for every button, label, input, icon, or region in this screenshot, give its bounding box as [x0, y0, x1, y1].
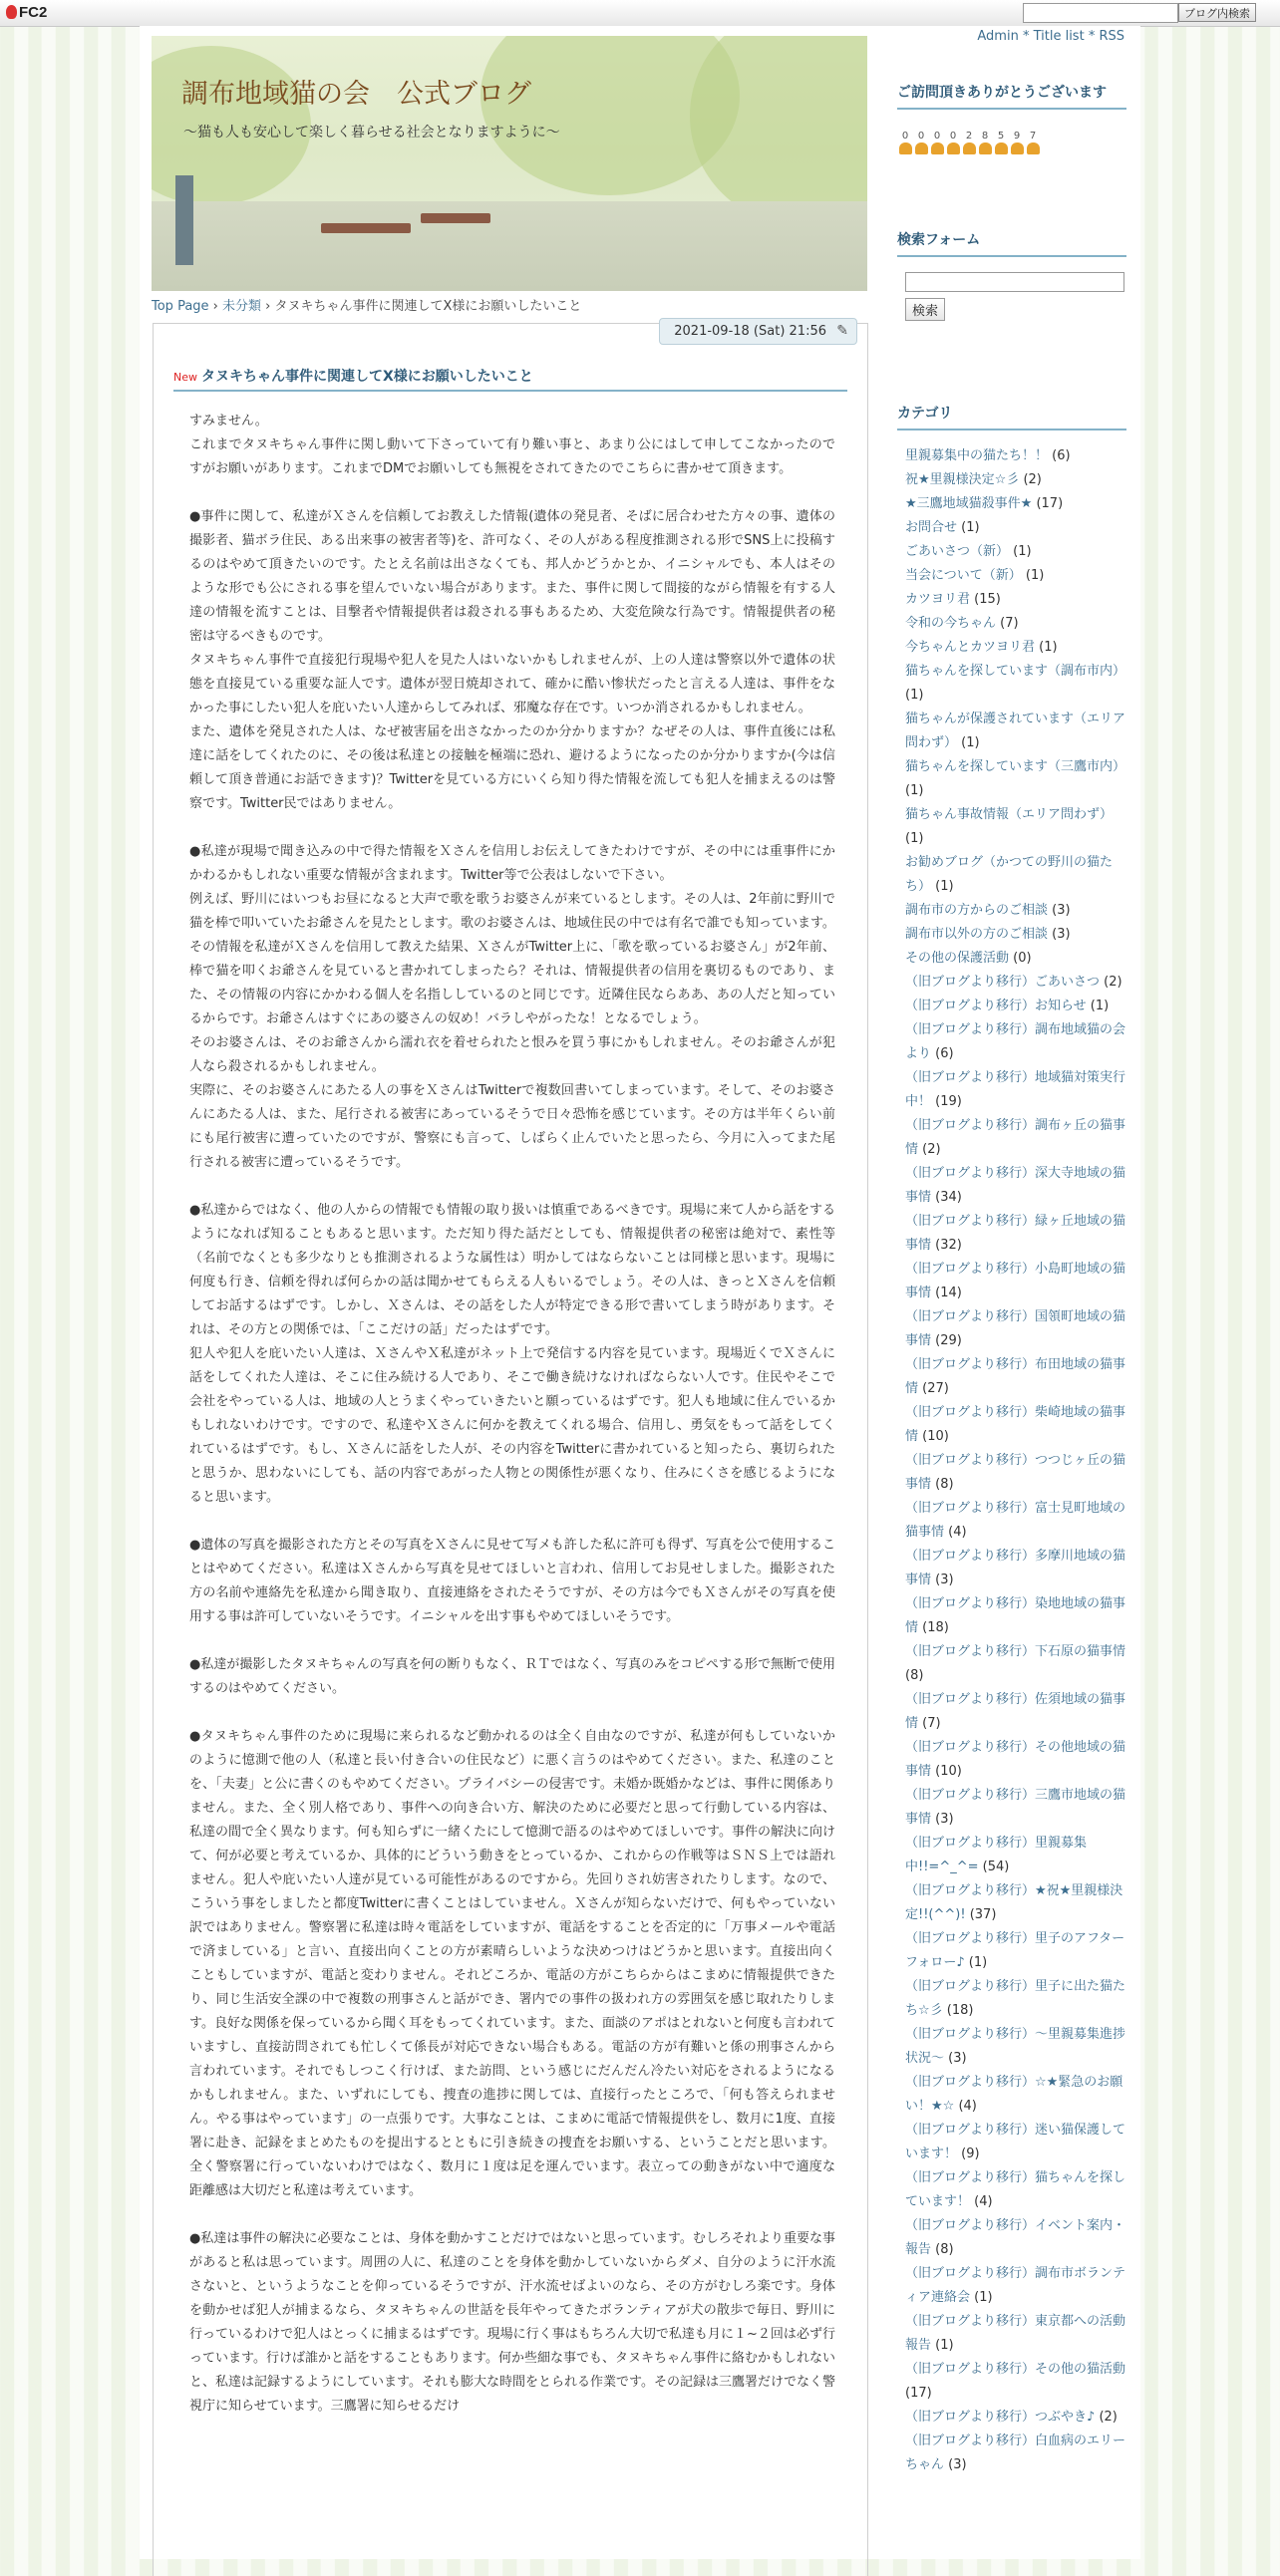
category-link[interactable]: （旧ブログより移行）多摩川地域の猫事情 [905, 1548, 1126, 1587]
category-item [905, 1497, 1126, 1545]
category-count: (3) [935, 1811, 954, 1827]
category-link[interactable]: 猫ちゃん事故情報（エリア問わず） [905, 806, 1114, 822]
counter-digit [913, 131, 929, 154]
category-item [905, 708, 1126, 755]
category-link[interactable]: 調布市以外の方のご相談 [905, 926, 1049, 942]
category-count: (4) [958, 2098, 977, 2114]
search-heading: 検索フォーム [897, 229, 1126, 257]
category-link[interactable]: （旧ブログより移行）調布ヶ丘の猫事情 [905, 1117, 1126, 1157]
category-item [905, 2310, 1126, 2358]
counter-digit [977, 131, 993, 154]
category-item [905, 1258, 1126, 1305]
category-count: (1) [1025, 567, 1045, 583]
category-item [905, 1353, 1126, 1401]
category-link[interactable]: （旧ブログより移行）猫ちゃんを探しています！ [905, 2169, 1126, 2209]
category-count: (3) [1052, 902, 1071, 918]
category-item [905, 803, 1126, 851]
rss-link[interactable]: RSS [1099, 29, 1124, 44]
breadcrumb-category-link[interactable]: 未分類 [222, 299, 262, 314]
category-item [905, 1688, 1126, 1736]
category-count: (10) [922, 1428, 949, 1444]
breadcrumb-top-link[interactable]: Top Page [152, 299, 209, 314]
category-link[interactable]: （旧ブログより移行）東京都への活動報告 [905, 2313, 1126, 2353]
category-count: (34) [935, 1189, 962, 1205]
category-item [905, 660, 1126, 708]
category-count: (37) [969, 1906, 997, 1922]
counter-digit-text: 0 [901, 131, 909, 142]
category-count: (0) [1013, 950, 1032, 966]
category-count: (18) [922, 1619, 949, 1635]
category-count: (1) [935, 878, 954, 894]
category-link[interactable]: （旧ブログより移行）白血病のエリーちゃん [905, 2433, 1126, 2472]
category-count: (18) [946, 2002, 974, 2018]
sidebar [897, 82, 1126, 2477]
category-item [905, 2119, 1126, 2166]
category-list [897, 444, 1126, 2477]
category-link[interactable]: カツヨリ君 [905, 591, 971, 607]
category-link[interactable]: ごあいさつ（新） [905, 543, 1010, 559]
category-count: (6) [1052, 447, 1071, 463]
category-link[interactable]: （旧ブログより移行）その他の猫活動 [905, 2361, 1126, 2377]
entry-paragraph: ●遺体の写真を撮影された方とその写真をＸさんに見せて写メも許した私に許可も得ず、写真を公で使用することはやめてください。私達はＸさんから写真を見せてほしいと言われ、信用してお見せしました。撮影された方の名前や連絡先を私達から聞き取り、直接連絡をされたそうですが、その方は今でもＸさんがその写真を使用する事は許可していないそうです。イニシャルを出す事もやめてほしいそうです。 [189, 1538, 835, 1624]
header-ground [152, 201, 867, 291]
cat-bell-icon [915, 143, 928, 154]
category-count: (3) [1052, 926, 1071, 942]
category-count: (7) [1000, 615, 1019, 631]
category-link[interactable]: （旧ブログより移行）☆★緊急のお願い！★☆ [905, 2074, 1123, 2114]
category-count: (17) [905, 2385, 932, 2401]
category-link[interactable]: 猫ちゃんを探しています（三鷹市内） [905, 758, 1126, 774]
entry-paragraph: すみません。 これまでタヌキちゃん事件に関し動いて下さっていて有り難い事と、あまり公にはして申してこなかったのですがお願いがあります。これまでDMでお願いしても無視をされてきたのでこちらに書かせて頂きます。 [189, 414, 835, 476]
cat-bell-icon [1011, 143, 1024, 154]
category-count: (2) [1099, 2409, 1118, 2425]
category-count: (1) [968, 1954, 988, 1970]
breadcrumb-current: タヌキちゃん事件に関連してX様にお願いしたいこと [274, 299, 582, 314]
category-count: (54) [982, 1859, 1010, 1874]
category-count: (1) [1013, 543, 1032, 559]
category-count: (9) [961, 2146, 980, 2161]
header-post-shape [175, 175, 193, 265]
category-item [905, 971, 1126, 995]
title-list-link[interactable]: Title list [1033, 29, 1085, 44]
category-link[interactable]: お問合せ [905, 519, 958, 535]
category-link[interactable]: （旧ブログより移行）里子のアフターフォロー♪ [905, 1930, 1125, 1970]
category-link[interactable]: 令和の今ちゃん [905, 615, 997, 631]
category-item [905, 2166, 1126, 2214]
sidebar-search-input[interactable] [905, 272, 1124, 292]
entry-paragraph: ●私達が現場で聞き込みの中で得た情報をＸさんを信用しお伝えしてきたわけですが、その中には重事件にかかわるかもしれない重要な情報が含まれます。Twitter等で公表はしないで下さい。 例えば、野川にはいつもお昼になると大声で歌を歌うお婆さんが来ているとします。その人は、2年前に野川で猫を棒で叩いていたお爺さんを見たとします。歌のお婆さんは、地域住民の中では有名で誰でも知っています。 その情報を私達がＸさんを信用して教えた結果、ＸさんがTwitter上に、「歌を歌っているお婆さん」が2年前、棒で猫を叩くお爺さんを見ていると書かれてしまったら？それは、情報提供者の信用を裏切るものであり、また、その情報の内容にかかわる個人を名指ししているのと同じです。近隣住民ならああ、あの人だと知っているからです。お爺さんはすぐにあの婆さんの奴め！バラしやがったな！となるでしょう。 そのお婆さんは、そのお爺さんから濡れ衣を着せられたと恨みを買う事にかもしれません。そのお爺さんが犯人なら殺されるかもしれません。 実際に、そのお婆さんにあたる人の事をＸさんはTwitterで複数回書いてしまっています。そして、そのお婆さんにあたる人は、また、尾行される被害にあっているそうで日々恐怖を感じています。その方は半年くらい前にも尾行被害に遭っていたのですが、警察にも言って、しばらく止んでいたと思ったら、今月に入ってまた尾行される被害に遭っているそうです。 [189, 844, 835, 1170]
category-count: (1) [905, 830, 924, 846]
category-item [905, 1592, 1126, 1640]
category-item [905, 1640, 1126, 1688]
entry-date-text: 2021-09-18 (Sat) 21:56 [674, 324, 826, 339]
category-item [905, 1018, 1126, 1066]
category-count: (1) [1039, 639, 1058, 655]
cat-bell-icon [995, 143, 1008, 154]
category-count: (2) [922, 1141, 941, 1157]
category-item [905, 899, 1126, 923]
sidebar-search-button[interactable]: 検索 [905, 298, 945, 321]
entry-body [189, 410, 835, 2442]
category-item [905, 1832, 1126, 1879]
counter-digit-text: 5 [997, 131, 1005, 142]
category-link[interactable]: （旧ブログより移行）★祝★里親様決定!!(^^)! [905, 1882, 1123, 1922]
fc2-logo[interactable] [6, 4, 47, 21]
category-count: (1) [905, 782, 924, 798]
counter-digit-text: 8 [981, 131, 989, 142]
category-item [905, 1736, 1126, 1784]
category-item [905, 995, 1126, 1018]
category-item [905, 2262, 1126, 2310]
category-item [905, 2430, 1126, 2477]
blog-header[interactable] [152, 36, 867, 291]
category-item [905, 851, 1126, 899]
counter-digit [961, 131, 977, 154]
category-count: (15) [974, 591, 1001, 607]
category-link[interactable]: （旧ブログより移行）調布地域猫の会より [905, 1021, 1126, 1061]
entry-title-text: タヌキちゃん事件に関連してX様にお願いしたいこと [201, 369, 533, 385]
new-badge: New [173, 371, 197, 384]
entry-paragraph: ●事件に関して、私達がＸさんを信頼してお教えした情報(遺体の発見者、そばに居合わせた方々の事、遺体の撮影者、猫ボラ住民、ある出来事の被害者等)を、許可なく、その人がある程度推測される形でSNS上に投稿するのはやめて頂きたいのです。たとえ名前は出さなくても、邦人かどうかとか、イニシャルでも、本人はそのような形でも公にされる事を望んでいない場合があります。また、事件に関して間接的ながら情報を有する人達の情報を流すことは、目撃者や情報提供者は殺される事もあるため、大変危険な行為です。情報提供者の秘密は守るべきものです。 タヌキちゃん事件で直接犯行現場や犯人を見た人はいないかもしれませんが、上の人達は警察以外で遺体の状態を直接見ている重要な証人です。遺体が翌日焼却されて、確かに酷い惨状だったと言える人達は、事件をなかった事にしたい犯人を庇いたい人達からしてみれば、邪魔な存在です。いつか消されるかもしれません。 また、遺体を発見された人は、なぜ被害届を出さなかったのか分かりますか？なぜその人は、事件直後には私達に話をしてくれたのに、その後は私達との接触を極端に恐れ、避けるようになったのか分かりますか(今は信頼して頂き普通にお話できます)？Twitterを見ている方にいくら知り得た情報を流しても犯人を捕まえるのは警察です。Twitter民ではありません。 [189, 509, 835, 811]
category-count: (8) [935, 1476, 954, 1492]
category-link[interactable]: （旧ブログより移行）お知らせ [905, 998, 1087, 1013]
category-item [905, 1449, 1126, 1497]
category-item [905, 612, 1126, 636]
category-item [905, 492, 1126, 516]
entry-paragraph: ●私達は事件の解決に必要なことは、身体を動かすことだけではないと思っています。むしろそれより重要な事があると私は思っています。周囲の人に、私達のことを身体を動かしていないからダメ、自分のように汗水流さないと、というようなことを仰っているそうですが、汗水流せばよいのなら、その方がむしろ楽です。身体を動かせば犯人が捕まるなら、タヌキちゃんの世話を長年やってきたボランティアが犬の散歩で毎日、野川に行っているわけで犯人はとっくに捕まるはずです。現場に行く事はもちろん大切で私達も月に１~２回は必ず行っています。行けば誰かと話をすることもあります。何か些細な事でも、タヌキちゃん事件に絡むかもしれないと、私達は記録するようにしています。それも膨大な時間をとられる作業です。その記録は三鷹署だけでなく警視庁に知らせています。三鷹署に知らせるだけ [189, 2231, 835, 2414]
edit-pencil-icon[interactable]: ✎ [836, 323, 848, 339]
category-link[interactable]: （旧ブログより移行）染地地域の猫事情 [905, 1595, 1126, 1635]
category-link[interactable]: （旧ブログより移行）佐須地域の猫事情 [905, 1691, 1126, 1731]
entry-paragraph: ●私達からではなく、他の人からの情報でも情報の取り扱いは慎重であるべきです。現場に来て人から話をするようになれば知ることもあると思います。ただ知り得た話だとしても、情報提供者の秘密は絶対で、素性等（名前でなくとも多少なりとも推測されるような属性は）明かしてはならないことは同様と思います。現場に何度も行き、信頼を得れば何らかの話は聞かせてもらえる人もいるでしょう。その人は、きっとＸさんを信頼してお話するはずです。しかし、Ｘさんは、その話をした人が特定できる形で書いてしまう時があります。それは、その方との関係では、「ここだけの話」だったはずです。 犯人や犯人を庇いたい人達は、ＸさんやＸ私達がネット上で発信する内容を見ています。現場近くでＸさんに話をしてくれた人達は、そこに住み続ける人であり、そこで働き続けなければならない人です。住民やそこで会社をやっている人は、地域の人とうまくやっていきたいと願っているはずです。犯人も地域に住んでいるかもしれないわけです。ですので、私達やＸさんに何かを教えてくれる場合、信用し、勇気をもって話をしてくれているはずです。もし、Ｘさんに話をした人が、その内容をTwitterに書かれていると知ったら、裏切られたと思うか、思わないにしても、話の内容であがった人物との関係性が悪くなり、住みにくさを感じるようになると思います。 [189, 1203, 835, 1505]
counter-digit [1009, 131, 1025, 154]
category-link[interactable]: （旧ブログより移行）布田地域の猫事情 [905, 1356, 1126, 1396]
category-item [905, 2214, 1126, 2262]
category-link[interactable]: （旧ブログより移行）富士見町地域の猫事情 [905, 1500, 1126, 1540]
category-count: (29) [935, 1332, 962, 1348]
top-links: Admin * Title list * RSS [977, 29, 1124, 44]
category-link[interactable]: （旧ブログより移行）里親募集中!!=^_^= [905, 1835, 1088, 1874]
category-item [905, 1879, 1126, 1927]
counter-digit-text: 2 [965, 131, 973, 142]
category-count: (8) [905, 1667, 924, 1683]
category-link[interactable]: （旧ブログより移行）地域猫対策実行中！ [905, 1069, 1126, 1109]
category-item [905, 2406, 1126, 2430]
category-item [905, 2071, 1126, 2119]
category-item [905, 1210, 1126, 1258]
entry-paragraph: ●私達が撮影したタヌキちゃんの写真を何の断りもなく、ＲＴではなく、写真のみをコピペする形で無断で使用するのはやめてください。 [189, 1657, 835, 1696]
category-count: (1) [935, 2337, 954, 2353]
counter-digit [945, 131, 961, 154]
category-link[interactable]: 当会について（新） [905, 567, 1022, 583]
fc2-logo-text: FC2 [19, 4, 48, 21]
category-link[interactable]: （旧ブログより移行）緑ヶ丘地域の猫事情 [905, 1213, 1126, 1253]
category-link[interactable]: 祝★里親様決定☆彡 [905, 471, 1020, 487]
counter-digit-text: 0 [949, 131, 957, 142]
category-item [905, 947, 1126, 971]
category-item [905, 2023, 1126, 2071]
category-link[interactable]: （旧ブログより移行）国領町地域の猫事情 [905, 1308, 1126, 1348]
category-link[interactable]: （旧ブログより移行）下石原の猫事情 [905, 1643, 1126, 1659]
category-item [905, 1066, 1126, 1114]
category-item [905, 516, 1126, 540]
cat-bell-icon [947, 143, 960, 154]
category-item [905, 755, 1126, 803]
category-item [905, 1975, 1126, 2023]
category-item [905, 1305, 1126, 1353]
entry-title[interactable] [173, 366, 847, 392]
category-count: (14) [935, 1285, 962, 1300]
cat-bell-icon [931, 143, 944, 154]
category-link[interactable]: （旧ブログより移行）深大寺地域の猫事情 [905, 1165, 1126, 1205]
category-count: (17) [1036, 495, 1064, 511]
cat-bell-icon [899, 143, 912, 154]
category-count: (1) [961, 519, 980, 535]
category-link[interactable]: 猫ちゃんを探しています（調布市内） [905, 663, 1126, 679]
category-count: (3) [948, 2050, 967, 2066]
fc2-logo-icon [6, 5, 17, 19]
category-item [905, 1162, 1126, 1210]
category-link[interactable]: （旧ブログより移行）ごあいさつ [905, 974, 1101, 990]
category-link[interactable]: （旧ブログより移行）つつじヶ丘の猫事情 [905, 1452, 1126, 1492]
breadcrumb: Top Page › 未分類 › タヌキちゃん事件に関連してX様にお願いしたいこと [152, 299, 582, 314]
blog-entry [153, 323, 868, 2576]
category-item [905, 564, 1126, 588]
cat-bell-icon [979, 143, 992, 154]
visitor-heading: ご訪問頂きありがとうございます [897, 82, 1126, 110]
entry-paragraph: ●タヌキちゃん事件のために現場に来られるなど動かれるのは全く自由なのですが、私達が何もしていないかのように憶測で他の人（私達と長い付き合いの住民など）に悪く言うのはやめてください。また、私達のことを、「夫妻」と公に書くのもやめてください。プライバシーの侵害です。未婚か既婚かなどは、事件に関係ありません。また、全く別人格であり、事件への向き合い方、解決のために必要だと思って行動している内容は、私達の間で全く異なります。何も知らずに一緒くたにして憶測で語るのはやめてほしいです。事件の解決に向けて、何が必要と考えているか、具体的にどういう動きをとっているか、これからの作戦等はＳＮＳ上では語れません。犯人や庇いたい人達が見ている可能性があるのですから。先回りされ妨害されたりします。なので、こういう事をしましたと都度Twitterに書くことはしていません。Ｘさんが知らないだけで、何もやっていない訳ではありません。警察署に私達は時々電話をしていますが、電話をすることを否定的に「万事メールや電話で済ましている」と言い、直接出向くことの方が素晴らしいような決めつけはどうかと思います。直接出向くこともしていますが、電話と変わりません。それどころか、電話の方がこちらからはこまめに情報提供できたり、同じ生活安全課の中で複数の刑事さんと話ができ、署内での事件の扱われ方の雰囲気を感じ取れたりします。良好な関係を保っているから聞く耳をもってくれています。また、面談のアポはとれないと何度も言われていますし、直接訪問されても忙しくて係長が対応できない場合もある。電話の方が有難いと係の刑事さんから言われています。それでもしつこく行けば、また訪問、という感じにだんだん冷たい対応をされるようになるかもしれません。また、いずれにしても、捜査の進捗に関しては、直接行ったところで、「何も答えられません。やる事はやっています」の一点張りです。大事なことは、こまめに電話で情報提供をし、数月に1度、直接署に赴き、記録をまとめたものを提出するとともに引き続きの捜査をお願いする、ということだと思います。全く警察署に行っていないわけではなく、数月に１度は足を運んでいます。表立っての動きがない中で適度な距離感は大切だと私達は考えています。 [189, 1729, 835, 2198]
category-count: (32) [935, 1237, 962, 1253]
category-count: (1) [974, 2289, 993, 2305]
cat-bell-icon [963, 143, 976, 154]
category-item [905, 1114, 1126, 1162]
category-link[interactable]: （旧ブログより移行）イベント案内・報告 [905, 2217, 1126, 2257]
admin-link[interactable]: Admin [977, 29, 1019, 44]
category-item [905, 1545, 1126, 1592]
category-item [905, 1784, 1126, 1832]
category-count: (2) [1023, 471, 1042, 487]
category-count: (1) [961, 734, 980, 750]
category-link[interactable]: （旧ブログより移行）その他地域の猫事情 [905, 1739, 1126, 1779]
category-link[interactable]: （旧ブログより移行）つぶやき♪ [905, 2409, 1096, 2425]
category-link[interactable]: その他の保護活動 [905, 950, 1010, 966]
category-item [905, 1927, 1126, 1975]
counter-digit-text: 0 [933, 131, 941, 142]
category-link[interactable]: （旧ブログより移行）～里親募集進捗状況～ [905, 2026, 1126, 2066]
category-link[interactable]: （旧ブログより移行）小島町地域の猫事情 [905, 1261, 1126, 1300]
entry-date [659, 318, 857, 345]
category-link[interactable]: （旧ブログより移行）三鷹市地域の猫事情 [905, 1787, 1126, 1827]
category-item [905, 1401, 1126, 1449]
category-count: (3) [948, 2456, 967, 2472]
category-count: (19) [935, 1093, 962, 1109]
fc2-search-button[interactable]: ブログ内検索 [1178, 3, 1256, 22]
page-column [140, 26, 1140, 2559]
category-count: (6) [935, 1045, 954, 1061]
counter-digit [929, 131, 945, 154]
counter-digit [993, 131, 1009, 154]
category-count: (4) [974, 2193, 993, 2209]
category-item [905, 588, 1126, 612]
category-link[interactable]: （旧ブログより移行）里子に出た猫たち☆彡 [905, 1978, 1126, 2018]
category-item [905, 636, 1126, 660]
category-link[interactable]: （旧ブログより移行）柴崎地域の猫事情 [905, 1404, 1126, 1444]
category-link[interactable]: 猫ちゃんが保護されています（エリア問わず） [905, 711, 1126, 750]
category-count: (27) [922, 1380, 949, 1396]
category-item [905, 468, 1126, 492]
counter-digit-text: 9 [1013, 131, 1021, 142]
category-count: (10) [935, 1763, 962, 1779]
category-count: (8) [935, 2241, 954, 2257]
category-count: (7) [922, 1715, 941, 1731]
category-item [905, 444, 1126, 468]
blog-title[interactable]: 調布地域猫の会 公式ブログ [181, 79, 531, 110]
header-bench-shape [321, 223, 411, 233]
category-count: (1) [1090, 998, 1110, 1013]
blog-description: ～猫も人も安心して楽しく暮らせる社会となりますように～ [183, 125, 560, 141]
category-count: (2) [1104, 974, 1122, 990]
visitor-counter [897, 124, 1126, 153]
category-item [905, 540, 1126, 564]
cat-bell-icon [1027, 143, 1040, 154]
counter-digit-text: 0 [917, 131, 925, 142]
header-bench-shape [421, 213, 490, 223]
category-link[interactable]: （旧ブログより移行）調布市ボランティア連絡会 [905, 2265, 1126, 2305]
category-item [905, 923, 1126, 947]
fc2-toolbar [0, 0, 1280, 27]
counter-digit-text: 7 [1029, 131, 1037, 142]
category-link[interactable]: 今ちゃんとカツヨリ君 [905, 639, 1036, 655]
category-count: (4) [948, 1524, 967, 1540]
category-link[interactable]: お勧めブログ（かつての野川の猫たち） [905, 854, 1114, 894]
counter-digit [1025, 131, 1041, 154]
fc2-search-input[interactable] [1023, 3, 1178, 23]
category-link[interactable]: （旧ブログより移行）迷い猫保護しています！ [905, 2122, 1126, 2161]
category-item [905, 2358, 1126, 2406]
category-link[interactable]: ★三鷹地域猫殺事件★ [905, 495, 1033, 511]
counter-digit [897, 131, 913, 154]
category-link[interactable]: 調布市の方からのご相談 [905, 902, 1049, 918]
category-count: (1) [905, 687, 924, 703]
category-heading: カテゴリ [897, 403, 1126, 430]
category-count: (3) [935, 1572, 954, 1587]
header-tree-shape [690, 36, 867, 225]
category-link[interactable]: 里親募集中の猫たち！！ [905, 447, 1049, 463]
